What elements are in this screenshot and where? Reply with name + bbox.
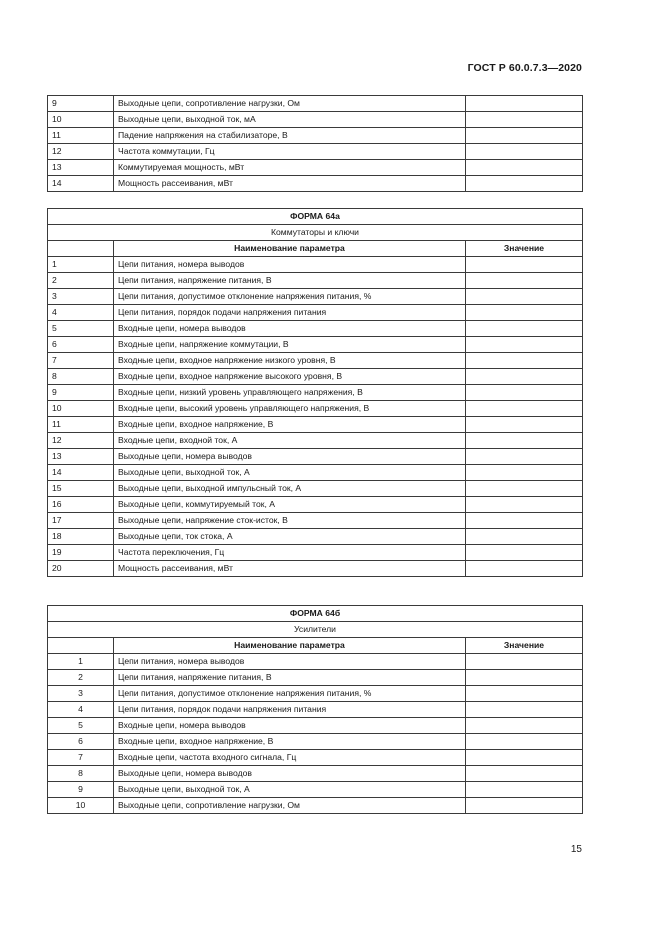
table-row: [48, 465, 583, 481]
parameter-value: [466, 529, 583, 545]
table-row: [48, 417, 583, 433]
column-header-parameter: Наименование параметра: [114, 241, 466, 257]
table-row: [48, 798, 583, 814]
row-number: 10: [48, 401, 114, 417]
table-row: [48, 353, 583, 369]
parameter-value: [466, 734, 583, 750]
table-row: [48, 481, 583, 497]
table-row: [48, 96, 583, 112]
table-continued: [47, 95, 583, 192]
row-number: 2: [48, 670, 114, 686]
row-number: 9: [48, 96, 114, 112]
table-row: [48, 449, 583, 465]
form-64a-subtitle: Коммутаторы и ключи: [48, 225, 583, 241]
table-row: [48, 734, 583, 750]
parameter-value: [466, 561, 583, 577]
table-row: [48, 718, 583, 734]
row-number: 2: [48, 273, 114, 289]
parameter-name: Цепи питания, напряжение питания, В: [114, 670, 466, 686]
parameter-value: [466, 305, 583, 321]
column-header-value: Значение: [466, 638, 583, 654]
parameter-name: Мощность рассеивания, мВт: [114, 176, 466, 192]
row-number: 7: [48, 750, 114, 766]
parameter-name: Выходные цепи, выходной ток, мА: [114, 112, 466, 128]
parameter-name: Цепи питания, номера выводов: [114, 654, 466, 670]
row-number: 1: [48, 257, 114, 273]
parameter-value: [466, 465, 583, 481]
parameter-value: [466, 654, 583, 670]
parameter-value: [466, 128, 583, 144]
parameter-name: Входные цепи, входное напряжение высокого уровня, В: [114, 369, 466, 385]
parameter-value: [466, 782, 583, 798]
row-number: 14: [48, 465, 114, 481]
parameter-name: Входные цепи, номера выводов: [114, 718, 466, 734]
parameter-value: [466, 112, 583, 128]
parameter-value: [466, 257, 583, 273]
parameter-name: Входные цепи, высокий уровень управляющего напряжения, В: [114, 401, 466, 417]
parameter-value: [466, 144, 583, 160]
parameter-value: [466, 160, 583, 176]
parameter-name: Входные цепи, напряжение коммутации, В: [114, 337, 466, 353]
form-64b-subtitle: Усилители: [48, 622, 583, 638]
table-row: [48, 433, 583, 449]
table-row: [48, 686, 583, 702]
parameter-name: Цепи питания, номера выводов: [114, 257, 466, 273]
table-row: [48, 782, 583, 798]
parameter-name: Входные цепи, входное напряжение низкого уровня, В: [114, 353, 466, 369]
parameter-value: [466, 401, 583, 417]
row-number: 13: [48, 449, 114, 465]
parameter-value: [466, 321, 583, 337]
parameter-value: [466, 289, 583, 305]
table-row: [48, 401, 583, 417]
row-number: 5: [48, 321, 114, 337]
form-64a-table: [47, 208, 583, 577]
table-row: [48, 273, 583, 289]
parameter-value: [466, 369, 583, 385]
table-row: [48, 337, 583, 353]
parameter-name: Входные цепи, входной ток, А: [114, 433, 466, 449]
row-number: 19: [48, 545, 114, 561]
table-row: [48, 176, 583, 192]
parameter-name: Выходные цепи, коммутируемый ток, А: [114, 497, 466, 513]
parameter-name: Входные цепи, входное напряжение, В: [114, 734, 466, 750]
row-number: 12: [48, 144, 114, 160]
parameter-value: [466, 449, 583, 465]
row-number: 4: [48, 305, 114, 321]
parameter-name: Входные цепи, номера выводов: [114, 321, 466, 337]
parameter-value: [466, 750, 583, 766]
form-64b-table: [47, 605, 583, 814]
parameter-value: [466, 545, 583, 561]
parameter-value: [466, 513, 583, 529]
table-row: [48, 385, 583, 401]
row-number: 11: [48, 417, 114, 433]
table-row: [48, 128, 583, 144]
table-row: [48, 654, 583, 670]
table-row: [48, 513, 583, 529]
row-number: 8: [48, 369, 114, 385]
parameter-name: Входные цепи, входное напряжение, В: [114, 417, 466, 433]
parameter-name: Цепи питания, допустимое отклонение напряжения питания, %: [114, 686, 466, 702]
table-row: [48, 321, 583, 337]
column-header-parameter: Наименование параметра: [114, 638, 466, 654]
parameter-name: Падение напряжения на стабилизаторе, В: [114, 128, 466, 144]
row-number: 8: [48, 766, 114, 782]
parameter-name: Цепи питания, напряжение питания, В: [114, 273, 466, 289]
row-number: 18: [48, 529, 114, 545]
row-number: 13: [48, 160, 114, 176]
parameter-value: [466, 176, 583, 192]
form-64b-title: ФОРМА 64б: [48, 606, 583, 622]
parameter-name: Выходные цепи, сопротивление нагрузки, Ом: [114, 798, 466, 814]
parameter-value: [466, 718, 583, 734]
parameter-name: Частота коммутации, Гц: [114, 144, 466, 160]
parameter-value: [466, 686, 583, 702]
parameter-name: Выходные цепи, ток стока, А: [114, 529, 466, 545]
column-header-number: [48, 241, 114, 257]
column-header-number: [48, 638, 114, 654]
row-number: 5: [48, 718, 114, 734]
parameter-value: [466, 702, 583, 718]
parameter-name: Цепи питания, порядок подачи напряжения питания: [114, 702, 466, 718]
parameter-value: [466, 798, 583, 814]
parameter-name: Выходные цепи, выходной ток, А: [114, 782, 466, 798]
document-code: ГОСТ Р 60.0.7.3—2020: [467, 62, 582, 74]
row-number: 9: [48, 782, 114, 798]
table-row: [48, 561, 583, 577]
parameter-value: [466, 481, 583, 497]
parameter-value: [466, 337, 583, 353]
form-64a-body: [48, 257, 583, 577]
parameter-value: [466, 273, 583, 289]
row-number: 16: [48, 497, 114, 513]
table-continued-body: [48, 96, 583, 192]
table-row: [48, 369, 583, 385]
table-row: [48, 702, 583, 718]
parameter-name: Входные цепи, частота входного сигнала, Гц: [114, 750, 466, 766]
table-row: [48, 305, 583, 321]
row-number: 4: [48, 702, 114, 718]
table-row: [48, 160, 583, 176]
table-row: [48, 545, 583, 561]
parameter-name: Выходные цепи, номера выводов: [114, 766, 466, 782]
parameter-name: Входные цепи, низкий уровень управляющего напряжения, В: [114, 385, 466, 401]
parameter-value: [466, 96, 583, 112]
parameter-value: [466, 766, 583, 782]
parameter-value: [466, 497, 583, 513]
table-row: [48, 144, 583, 160]
form-64b-body: [48, 654, 583, 814]
parameter-name: Выходные цепи, напряжение сток-исток, В: [114, 513, 466, 529]
row-number: 10: [48, 112, 114, 128]
row-number: 10: [48, 798, 114, 814]
parameter-name: Мощность рассеивания, мВт: [114, 561, 466, 577]
row-number: 15: [48, 481, 114, 497]
parameter-name: Выходные цепи, выходной ток, А: [114, 465, 466, 481]
table-row: [48, 766, 583, 782]
parameter-name: Выходные цепи, сопротивление нагрузки, Ом: [114, 96, 466, 112]
parameter-name: Частота переключения, Гц: [114, 545, 466, 561]
parameter-name: Цепи питания, допустимое отклонение напряжения питания, %: [114, 289, 466, 305]
parameter-name: Цепи питания, порядок подачи напряжения питания: [114, 305, 466, 321]
table-row: [48, 750, 583, 766]
row-number: 3: [48, 686, 114, 702]
table-row: [48, 112, 583, 128]
parameter-name: Коммутируемая мощность, мВт: [114, 160, 466, 176]
column-header-value: Значение: [466, 241, 583, 257]
parameter-value: [466, 433, 583, 449]
table-row: [48, 289, 583, 305]
parameter-value: [466, 353, 583, 369]
row-number: 9: [48, 385, 114, 401]
row-number: 6: [48, 734, 114, 750]
row-number: 12: [48, 433, 114, 449]
row-number: 14: [48, 176, 114, 192]
table-row: [48, 670, 583, 686]
parameter-name: Выходные цепи, выходной импульсный ток, А: [114, 481, 466, 497]
row-number: 1: [48, 654, 114, 670]
row-number: 11: [48, 128, 114, 144]
row-number: 6: [48, 337, 114, 353]
table-row: [48, 529, 583, 545]
row-number: 17: [48, 513, 114, 529]
table-row: [48, 497, 583, 513]
parameter-value: [466, 670, 583, 686]
table-row: [48, 257, 583, 273]
row-number: 3: [48, 289, 114, 305]
page-number: 15: [570, 844, 582, 855]
row-number: 7: [48, 353, 114, 369]
form-64a-title: ФОРМА 64а: [48, 209, 583, 225]
row-number: 20: [48, 561, 114, 577]
parameter-value: [466, 385, 583, 401]
parameter-value: [466, 417, 583, 433]
parameter-name: Выходные цепи, номера выводов: [114, 449, 466, 465]
